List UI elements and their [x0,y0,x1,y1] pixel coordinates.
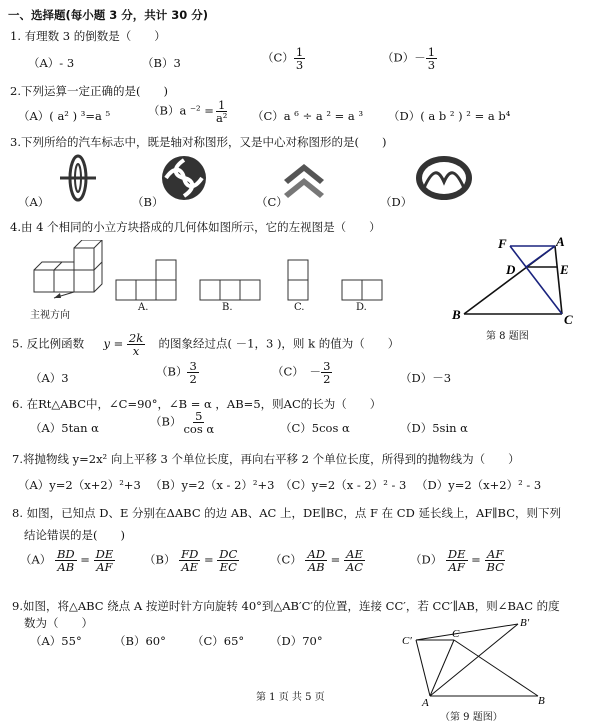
q4-option-d: D. [356,302,367,313]
q9-option-d: （D）70° [270,634,323,648]
q9-option-c: （C）65° [192,634,245,648]
q7-option-d: （D）y=2（x+2）² - 3 [416,478,542,492]
q4-option-b: B. [222,302,233,313]
fig9-label-b-prime: B′ [520,617,530,629]
q8-option-c: （C） $\frac{AD}{AB}$ = $\frac{AE}{AC}$ [270,547,364,575]
fig9-label-c-prime: C′ [402,635,412,647]
q4-option-c: C. [294,302,305,313]
fig9-label-b: B [538,695,545,707]
fig9-label-c: C [452,628,460,640]
q7-option-c: （C）y=2（x - 2）² - 3 [280,478,407,492]
q6-option-d: （D）5sin α [400,421,468,435]
q1-option-c: （C） $\frac{1}{3}$ [262,45,304,73]
q4-view-b [198,276,262,304]
q2-option-b: （B）a ⁻² = $\frac{1}{\text{a²}}$ [148,98,228,126]
q7-option-a: （A）y=2（x+2）²+3 [18,478,141,492]
q3-option-a: （A） [18,195,50,209]
q3-option-d: （D） [380,195,413,209]
q3-stem: 3.下列所给的汽车标志中，既是轴对称图形，又是中心对称图形的是( ) [10,135,387,149]
q1-stem: 1. 有理数 3 的倒数是（ ） [10,29,166,43]
q9-stem-line1: 9.如图，将△ABC 绕点 A 按逆时针方向旋转 40°到△AB′C′的位置，连接 CC′，若 CC′∥AB，则∠BAC 的度 [12,599,560,613]
q1-option-a: （A）- 3 [28,56,75,70]
logo-c-icon [282,158,326,200]
q5-option-d: （D）－3 [400,371,452,385]
q5-stem: 5. 反比例函数 y = $\frac{2k}{x}$ 的图象经过点( －1，3 )，则 k 的值为（ ） [12,331,400,359]
q8-option-d: （D） $\frac{DE}{AF}$ = $\frac{AF}{BC}$ [410,547,504,575]
q4-view-d [340,276,384,304]
q2-option-a: （A）( a² ) ³=a ⁵ [18,109,111,123]
q9-stem-line2: 数为（ ） [24,616,93,630]
q8-stem-line1: 8. 如图，已知点 D、E 分别在ΔABC 的边 AB、AC 上，DE∥BC，点 F 在 CD 延长线上，AF∥BC，则下列 [12,506,562,520]
fig8-caption: 第 8 题图 [486,331,529,342]
fig8-label-c: C [564,312,573,327]
section-title: 一、选择题(每小题 3 分，共计 30 分) [8,8,209,22]
q7-option-b: （B）y=2（x - 2）²+3 [150,478,275,492]
q7-stem: 7.将抛物线 y=2x² 向上平移 3 个单位长度，再向右平移 2 个单位长度，所得到的抛物线为（ ） [12,452,520,466]
page-footer: 第 1 页 共 5 页 [256,692,325,703]
q8-option-b: （B） $\frac{FD}{AE}$ = $\frac{DC}{EC}$ [144,547,238,575]
logo-d-icon [414,154,474,202]
q8-option-a: （A） $\frac{BD}{AB}$ = $\frac{DE}{AF}$ [20,547,114,575]
q6-stem: 6. 在Rt△ABC中，∠C=90°，∠B = α ，AB=5，则AC的长为（ ） [12,397,382,411]
q2-stem: 2.下列运算一定正确的是( ) [10,84,168,98]
q4-main-view-label: 主视方向 [30,310,70,321]
fig8-label-a: A [556,234,565,249]
q5-option-b: （B） $\frac{3}{2}$ [156,359,197,387]
q3-option-c: （C） [256,195,288,209]
q2-option-c: （C）a ⁶ ÷ a ² = a ³ [252,109,364,123]
q1-option-b: （B）3 [142,56,181,70]
q8-stem-line2: 结论错误的是( ) [24,528,125,542]
q2-option-d: （D）( a b ² ) ² = a b⁴ [388,109,511,123]
q3-option-b: （B） [132,195,164,209]
fig9-label-a: A [422,697,429,708]
figure-9 [396,612,556,708]
q6-option-a: （A）5tan α [30,421,99,435]
logo-b-icon [160,154,208,202]
q1-option-d: （D）－ $\frac{1}{3}$ [382,45,436,73]
figure-8 [450,232,580,332]
fig9-caption: （第 9 题图） [440,712,503,723]
fig8-label-e: E [560,262,569,277]
q9-option-a: （A）55° [30,634,82,648]
q5-option-c: （C） － $\frac{3}{2}$ [272,359,331,387]
q9-option-b: （B）60° [114,634,166,648]
fig8-label-b: B [452,307,461,322]
q4-view-c [286,256,310,304]
q4-view-a [114,256,178,304]
q5-option-a: （A）3 [30,371,69,385]
q6-option-c: （C）5cos α [280,421,350,435]
fig8-label-f: F [498,236,507,251]
logo-a-icon [58,152,98,204]
fig8-label-d: D [506,262,516,277]
q6-option-b: （B） $\frac{5}{\text{cos α}}$ [150,409,215,437]
q4-stem: 4.由 4 个相同的小立方块搭成的几何体如图所示，它的左视图是（ ） [10,220,381,234]
q4-option-a: A. [138,302,149,313]
q4-solid-figure [24,240,108,302]
